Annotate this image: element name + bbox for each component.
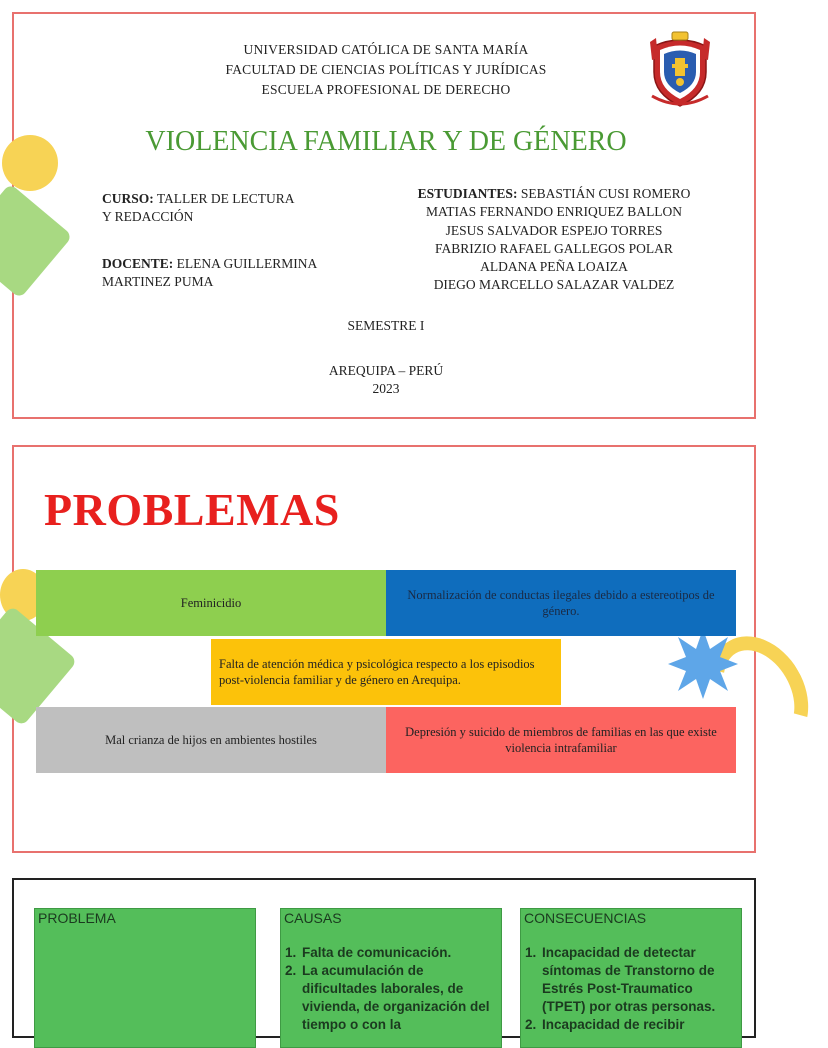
student-name: FABRIZIO RAFAEL GALLEGOS POLAR [435, 240, 673, 256]
location-date [14, 362, 758, 398]
student-name: MATIAS FERNANDO ENRIQUEZ BALLON [425, 204, 683, 220]
year: 2023 [372, 381, 400, 396]
problem-box-normalizacion: Normalización de conductas ilegales debido a estereotipos de género. [386, 570, 736, 636]
consequences-list [524, 944, 738, 1034]
student-name: DIEGO MARCELLO SALAZAR VALDEZ [433, 277, 675, 293]
school-name: ESCUELA PROFESIONAL DE DERECHO [261, 82, 511, 97]
faculty-name: FACULTAD DE CIENCIAS POLÍTICAS Y JURÍDICAS [225, 62, 547, 77]
university-crest-logo [642, 28, 718, 112]
student-name: JESUS SALVADOR ESPEJO TORRES [445, 222, 663, 238]
course-label: CURSO: [102, 191, 154, 206]
location: AREQUIPA – PERÚ [328, 363, 444, 378]
course-value-line1: TALLER DE LECTURA [153, 191, 295, 206]
causes-list [284, 944, 498, 1034]
student-name: SEBASTIÁN CUSI ROMERO [517, 186, 691, 201]
problems-title: PROBLEMAS [44, 484, 340, 535]
decorative-green-diamond [0, 183, 73, 299]
teacher-label: DOCENTE: [102, 256, 174, 271]
document-title: VIOLENCIA FAMILIAR Y DE GÉNERO [145, 126, 627, 157]
analysis-table-slide [12, 878, 756, 1038]
list-item: 1. Incapacidad de detectar síntomas de Transtorno de Estrés Post-Traumatico (TPET) por otras personas. [540, 944, 738, 1016]
consequences-column [520, 908, 742, 1048]
teacher-value-line2: MARTINEZ PUMA [102, 274, 214, 289]
problem-box-atencion-medica: Falta de atención médica y psicológica respecto a los episodios post-violencia familiar y de género en Arequipa. [211, 639, 561, 705]
cover-slide [12, 12, 756, 419]
problem-column-header: PROBLEMA [38, 910, 116, 926]
course-value-line2: Y REDACCIÓN [102, 209, 194, 224]
students-label: ESTUDIANTES: [417, 186, 518, 201]
causes-column-header: CAUSAS [284, 910, 342, 926]
list-item: 2. Incapacidad de recibir [540, 1016, 738, 1034]
list-item: 1. Falta de comunicación. [300, 944, 498, 962]
teacher-value-line1: ELENA GUILLERMINA [173, 256, 318, 271]
course-info [102, 190, 342, 226]
semester: SEMESTRE I [347, 318, 425, 333]
list-item: 2. La acumulación de dificultades laborales, de vivienda, de organización del tiempo o con la [300, 962, 498, 1034]
students-list [394, 185, 714, 295]
problem-box-mal-crianza: Mal crianza de hijos en ambientes hostiles [36, 707, 386, 773]
problem-box-feminicidio: Feminicidio [36, 570, 386, 636]
problems-slide [12, 445, 756, 853]
university-name: UNIVERSIDAD CATÓLICA DE SANTA MARÍA [243, 42, 529, 57]
consequences-column-header: CONSECUENCIAS [524, 910, 647, 926]
causes-column [280, 908, 502, 1048]
problem-column [34, 908, 256, 1048]
student-name: ALDANA PEÑA LOAIZA [480, 259, 628, 275]
decorative-blue-star [666, 627, 740, 701]
teacher-info [102, 255, 362, 291]
problem-box-depresion: Depresión y suicido de miembros de familias en las que existe violencia intrafamiliar [386, 707, 736, 773]
